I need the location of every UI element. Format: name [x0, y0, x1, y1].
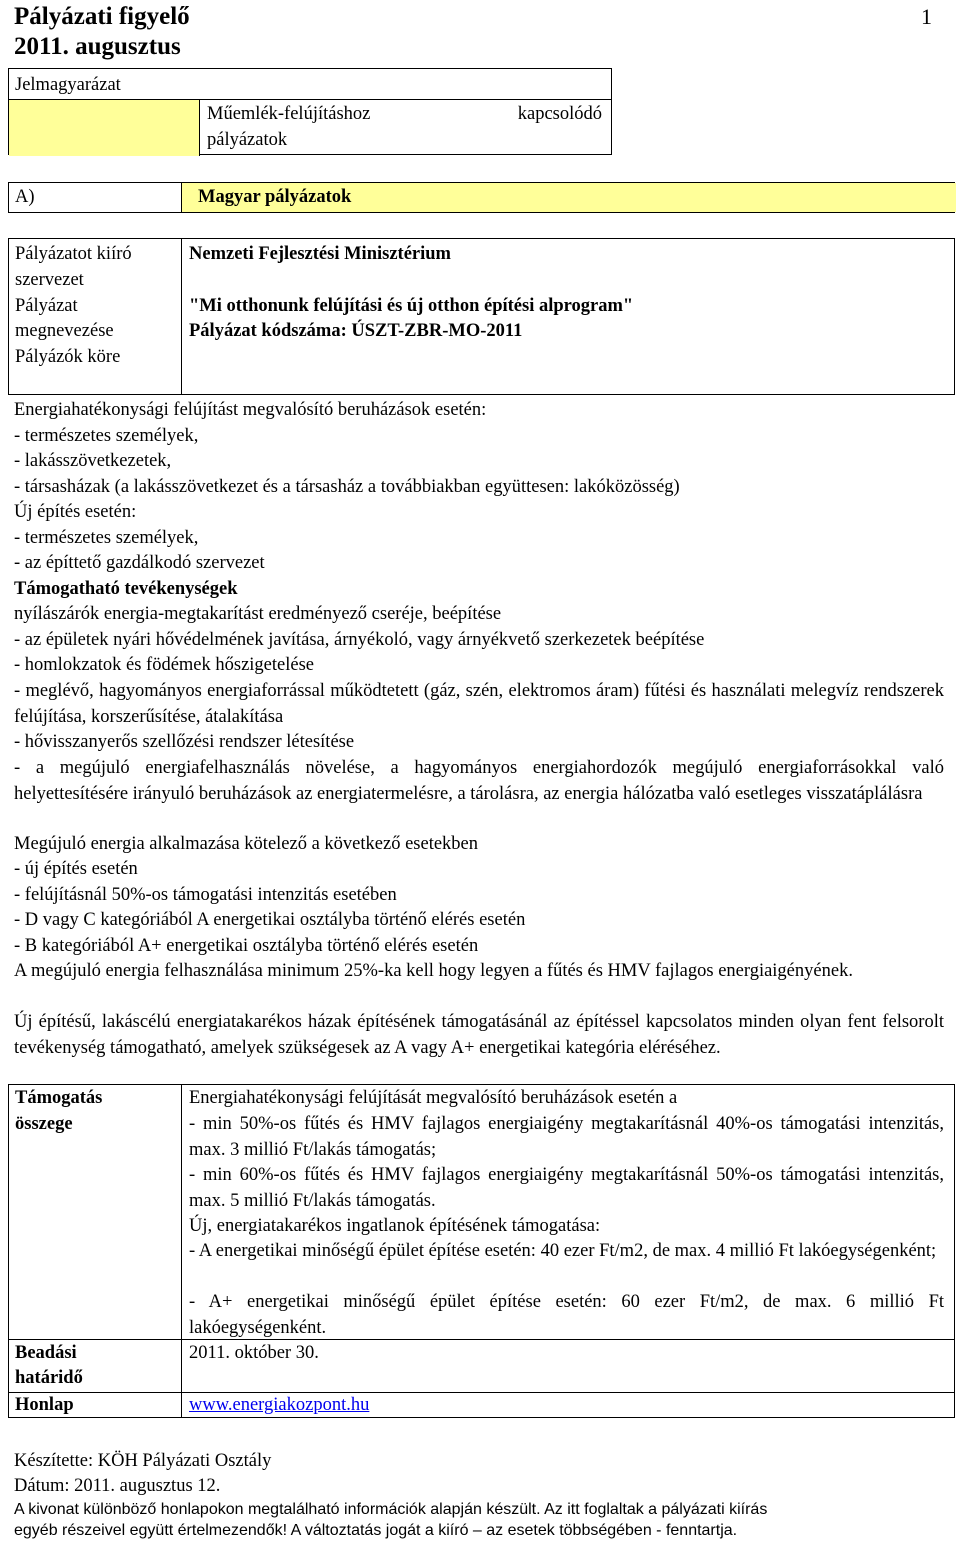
footer-date: Dátum: 2011. augusztus 12.: [14, 1476, 221, 1496]
support-new-build-heading: Új, energiatakarékos ingatlanok építésének támogatása:: [189, 1216, 601, 1236]
support-item-2: - min 60%-os fűtés és HMV fajlagos energiaigény megtakarításnál 50%-os támogatási intenzitás, max. 5 millió Ft/lakás támogatás.: [189, 1165, 944, 1211]
legend-text-left: Műemlék-felújításhoz: [207, 104, 371, 124]
renewable-mandatory-line-2: - új építés esetén: [14, 859, 138, 879]
applicants-line-2: - természetes személyek,: [14, 426, 199, 446]
legend-text-line2: pályázatok: [207, 130, 288, 150]
legend-color-swatch: [9, 99, 200, 156]
renewable-mandatory-line-1: Megújuló energia alkalmazása kötelező a következő esetekben: [14, 834, 479, 854]
info-column-divider: [181, 239, 182, 394]
name-label-line2: megnevezése: [15, 321, 114, 341]
support-details-table: [8, 1084, 955, 1418]
issuer-value: Nemzeti Fejlesztési Minisztérium: [189, 244, 451, 264]
section-a-label: A): [15, 187, 35, 207]
deadline-label-line1: Beadási: [15, 1343, 77, 1363]
program-code: Pályázat kódszáma: ÚSZT-ZBR-MO-2011: [189, 321, 523, 341]
legend-heading: Jelmagyarázat: [15, 75, 121, 95]
renewable-mandatory-line-3: - felújításnál 50%-os támogatási intenzitás esetében: [14, 885, 397, 905]
issuer-label-line1: Pályázatot kiíró: [15, 244, 132, 264]
support-item-3: - A energetikai minőségű épület építése esetén: 40 ezer Ft/m2, de max. 4 millió Ft lakóegységenként;: [189, 1241, 937, 1261]
section-a-header: [8, 182, 955, 213]
minimum-renewable-paragraph: A megújuló energia felhasználása minimum 25%-ka kell hogy legyen a fűtés és HMV fajlagos energiaigényének.: [14, 961, 853, 981]
applicants-line-4: - társasházak (a lakásszövetkezet és a társasház a továbbiakban együttesen: lakóközösség): [14, 477, 680, 497]
activity-line-3: - homlokzatok és födémek hőszigetelése: [14, 655, 315, 675]
legend-description-cell: [199, 99, 612, 156]
applicants-line-6: - természetes személyek,: [14, 528, 199, 548]
document-subtitle-date: 2011. augusztus: [14, 33, 181, 60]
legend-text-right: kapcsolódó: [517, 104, 602, 124]
renewable-mandatory-line-5: - B kategóriából A+ energetikai osztályba történő elérés esetén: [14, 936, 479, 956]
applicants-line-5: Új építés esetén:: [14, 502, 137, 522]
program-name: "Mi otthonunk felújítási és új otthon építési alprogram": [189, 296, 634, 316]
new-build-paragraph: Új építésű, lakáscélú energiatakarékos házak építésének támogatásánál az építéssel kapcsolatos minden olyan fent felsorolt tevékenység támogatható, amelyek szükségesek az A vagy A+ energetikai kategória eléréséhez.: [14, 1012, 944, 1058]
footer-author: Készítette: KÖH Pályázati Osztály: [14, 1451, 272, 1471]
issuer-label-line2: szervezet: [15, 270, 84, 290]
page-number: 1: [921, 4, 932, 29]
renewable-paragraph: - a megújuló energiafelhasználás növelése, a hagyományos energiahordozók megújuló energiaforrásokkal való helyettesítésére irányuló beruházások az energiatermelésre, a tárolásra, az energia hálózatba való esetleges visszatáplálásra: [14, 758, 944, 804]
support-column-divider: [181, 1085, 182, 1417]
renewable-mandatory-line-4: - D vagy C kategóriából A energetikai osztályba történő elérés esetén: [14, 910, 526, 930]
homepage-label: Honlap: [15, 1395, 74, 1415]
applicants-line-1: Energiahatékonysági felújítást megvalósító beruházások esetén:: [14, 400, 487, 420]
legend-box: [8, 68, 612, 155]
deadline-value: 2011. október 30.: [189, 1343, 319, 1363]
footer-note-line2: egyéb részeivel együtt értelmezendők! A változtatás jogát a kiíró – az esetek többségében - fenntartja.: [14, 1522, 738, 1539]
deadline-label-line2: határidő: [15, 1368, 83, 1388]
support-amount-label-line2: összege: [15, 1114, 73, 1134]
name-label-line1: Pályázat: [15, 296, 78, 316]
applicants-label: Pályázók köre: [15, 347, 121, 367]
heating-systems-paragraph: - meglévő, hagyományos energiaforrással működtetett (gáz, szén, elektromos áram) fűtési és használati melegvíz rendszerek felújítása, korszerűsítése, átalakítása: [14, 681, 944, 727]
footer-note-line1: A kivonat különböző honlapokon megtalálható információk alapján készült. Az itt foglaltak a pályázati kiírás: [14, 1501, 768, 1518]
document-title: Pályázati figyelő: [14, 3, 190, 30]
section-a-heading: Magyar pályázatok: [198, 187, 352, 207]
supported-activities-heading: Támogatható tevékenységek: [14, 579, 238, 599]
applicants-line-7: - az építtető gazdálkodó szervezet: [14, 553, 265, 573]
activity-line-2: - az épületek nyári hővédelmének javítása, árnyékoló, vagy árnyékvető szerkezetek beépítése: [14, 630, 705, 650]
application-info-box: [8, 238, 955, 395]
support-amount-label-line1: Támogatás: [15, 1088, 103, 1108]
support-item-1: - min 50%-os fűtés és HMV fajlagos energiaigény megtakarításnál 40%-os támogatási intenzitás, max. 3 millió Ft/lakás támogatás;: [189, 1114, 944, 1160]
activity-line-1: nyílászárók energia-megtakarítást eredményező cseréje, beépítése: [14, 604, 502, 624]
section-a-highlight: [181, 183, 956, 212]
support-intro: Energiahatékonysági felújítását megvalósító beruházások esetén a: [189, 1088, 678, 1108]
heat-recovery-line: - hővisszanyerős szellőzési rendszer létesítése: [14, 732, 355, 752]
support-row-divider-2: [9, 1392, 954, 1393]
applicants-line-3: - lakásszövetkezetek,: [14, 451, 172, 471]
homepage-link[interactable]: www.energiakozpont.hu: [189, 1395, 370, 1415]
support-item-4: - A+ energetikai minőségű épület építése esetén: 60 ezer Ft/m2, de max. 6 millió Ft lakóegységenként.: [189, 1292, 944, 1338]
